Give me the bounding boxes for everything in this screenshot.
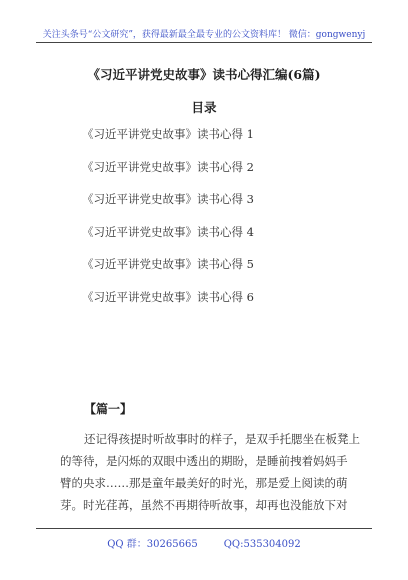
body-paragraph [60,428,360,516]
table-of-contents [82,126,254,321]
body-line: 臂的央求……那是童年最美好的时光，那是爱上阅读的萌 [60,476,348,490]
footer-divider [36,528,372,529]
header-note: 关注头条号“公文研究”，获得最新最全最专业的公文资料库！ 微信：gongwenyj [42,30,366,40]
header-divider [36,42,372,43]
toc-item[interactable]: 《习近平讲党史故事》读书心得 3 [82,192,254,206]
toc-heading: 目录 [191,100,217,115]
section-label: 【篇一】 [84,402,133,416]
footer-qq: QQ:535304092 [223,539,301,550]
toc-item[interactable]: 《习近平讲党史故事》读书心得 1 [82,127,254,141]
footer-qq-group: QQ 群：30265665 [107,539,198,550]
toc-item[interactable]: 《习近平讲党史故事》读书心得 5 [82,257,254,271]
footer [0,535,408,550]
toc-item[interactable]: 《习近平讲党史故事》读书心得 2 [82,159,254,174]
body-line: 芽。时光荏苒，虽然不再期待听故事，却再也没能放下对 [60,498,348,512]
document-title: 《习近平讲党史故事》读书心得汇编(6篇) [87,67,321,82]
body-line: 还记得孩提时听故事时的样子，是双手托腮坐在板凳上 [84,432,360,446]
toc-item[interactable]: 《习近平讲党史故事》读书心得 4 [82,224,254,239]
toc-item[interactable]: 《习近平讲党史故事》读书心得 6 [82,289,254,304]
body-line: 的等待，是闪烁的双眼中透出的期盼，是睡前拽着妈妈手 [60,454,348,468]
